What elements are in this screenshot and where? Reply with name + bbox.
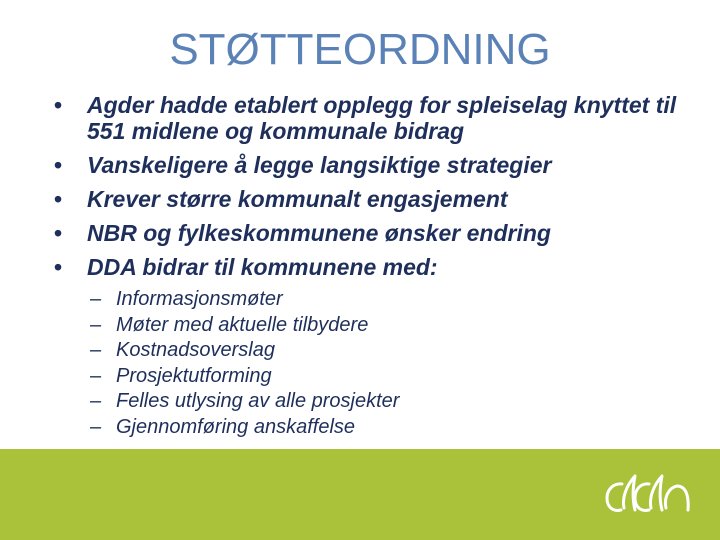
sub-bullet-text: Møter med aktuelle tilbydere: [116, 313, 369, 336]
sub-bullet-marker: –: [90, 288, 102, 310]
sub-bullet-item: [90, 364, 399, 390]
sub-bullet-marker: –: [90, 339, 102, 362]
bullet-text: Agder hadde etablert opplegg for spleiselag knyttet til 551 midlene og kommunale bidrag: [87, 92, 677, 144]
sub-bullet-marker: –: [90, 415, 102, 438]
sub-bullet-item: [90, 389, 399, 415]
sub-bullet-text: Felles utlysing av alle prosjekter: [116, 390, 400, 413]
bullet-item: [54, 254, 694, 280]
sub-bullet-marker: –: [90, 390, 102, 413]
bullet-text: NBR og fylkeskommunene ønsker endring: [87, 220, 551, 246]
bullet-list: [54, 92, 694, 288]
bullet-text: Krever større kommunalt engasjement: [87, 186, 508, 212]
sub-bullet-item: [90, 415, 399, 441]
sub-bullet-marker: –: [90, 313, 102, 336]
sub-bullet-text: Kostnadsoverslag: [116, 339, 275, 362]
sub-bullet-item: [90, 338, 399, 364]
bullet-item: [54, 186, 694, 212]
sub-bullet-text: Prosjektutforming: [116, 364, 272, 387]
bullet-marker: •: [54, 152, 63, 178]
sub-bullet-text: Gjennomføring anskaffelse: [116, 415, 356, 438]
bullet-marker: •: [54, 92, 63, 118]
bullet-item: [54, 92, 694, 144]
slide-title: STØTTEORDNING: [169, 25, 551, 74]
bullet-item: [54, 220, 694, 246]
bullet-marker: •: [54, 186, 63, 212]
dda-logo-icon: [602, 468, 694, 520]
sub-bullet-item: [90, 313, 399, 339]
sub-bullet-marker: –: [90, 364, 102, 387]
bullet-text: Vanskeligere å legge langsiktige strategier: [87, 152, 552, 178]
sub-bullet-list: [90, 287, 399, 441]
bullet-marker: •: [54, 254, 63, 280]
bullet-text: DDA bidrar til kommunene med:: [87, 254, 438, 280]
bullet-marker: •: [54, 220, 63, 246]
bullet-item: [54, 152, 694, 178]
sub-bullet-text: Informasjonsmøter: [116, 288, 283, 310]
sub-bullet-item: [90, 287, 399, 313]
